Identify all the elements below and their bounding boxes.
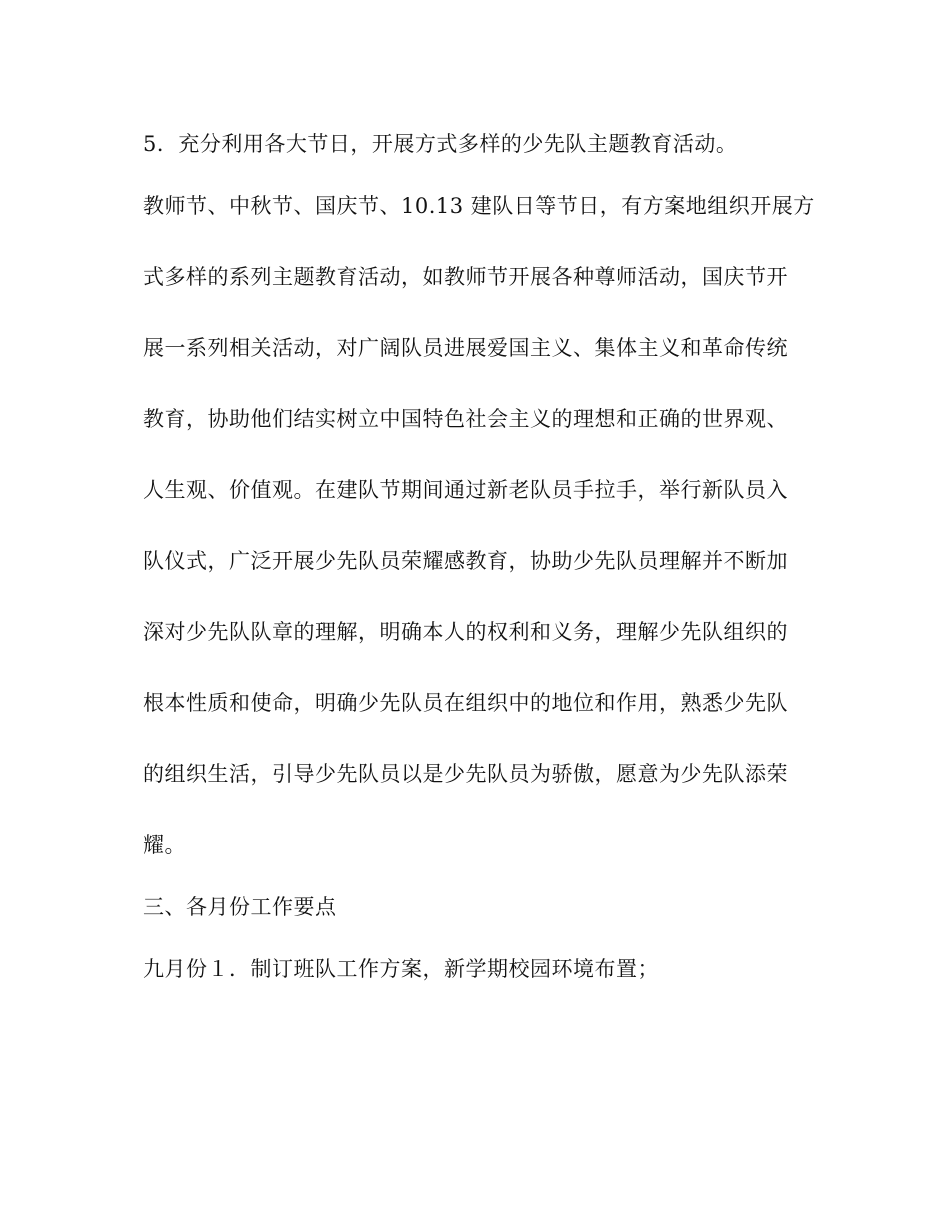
paragraph-line: 深对少先队队章的理解，明确本人的权利和义务，理解少先队组织的 — [143, 620, 788, 644]
paragraph-line: 人生观、价值观。在建队节期间通过新老队员手拉手，举行新队员入 — [143, 478, 788, 502]
paragraph-line: 根本性质和使命，明确少先队员在组织中的地位和作用，熟悉少先队 — [143, 691, 788, 715]
paragraph-line: 耀。 — [143, 833, 186, 857]
paragraph-line: 展一系列相关活动，对广阔队员进展爱国主义、集体主义和革命传统 — [143, 336, 788, 360]
section-3-heading: 三、各月份工作要点 — [143, 895, 337, 919]
paragraph-line: 的组织生活，引导少先队员以是少先队员为骄傲，愿意为少先队添荣 — [143, 762, 788, 786]
item-5-heading: 5．充分利用各大节日，开展方式多样的少先队主题教育活动。 — [143, 132, 738, 156]
paragraph-line: 教育，协助他们结实树立中国特色社会主义的理想和正确的世界观、 — [143, 407, 788, 431]
paragraph-line: 式多样的系列主题教育活动，如教师节开展各种尊师活动，国庆节开 — [143, 265, 788, 289]
paragraph-line: 队仪式，广泛开展少先队员荣耀感教育，协助少先队员理解并不断加 — [143, 549, 788, 573]
paragraph-line: 教师节、中秋节、国庆节、10.13 建队日等节日，有方案地组织开展方 — [143, 194, 815, 218]
september-item: 九月份１．制订班队工作方案，新学期校园环境布置； — [143, 957, 659, 981]
